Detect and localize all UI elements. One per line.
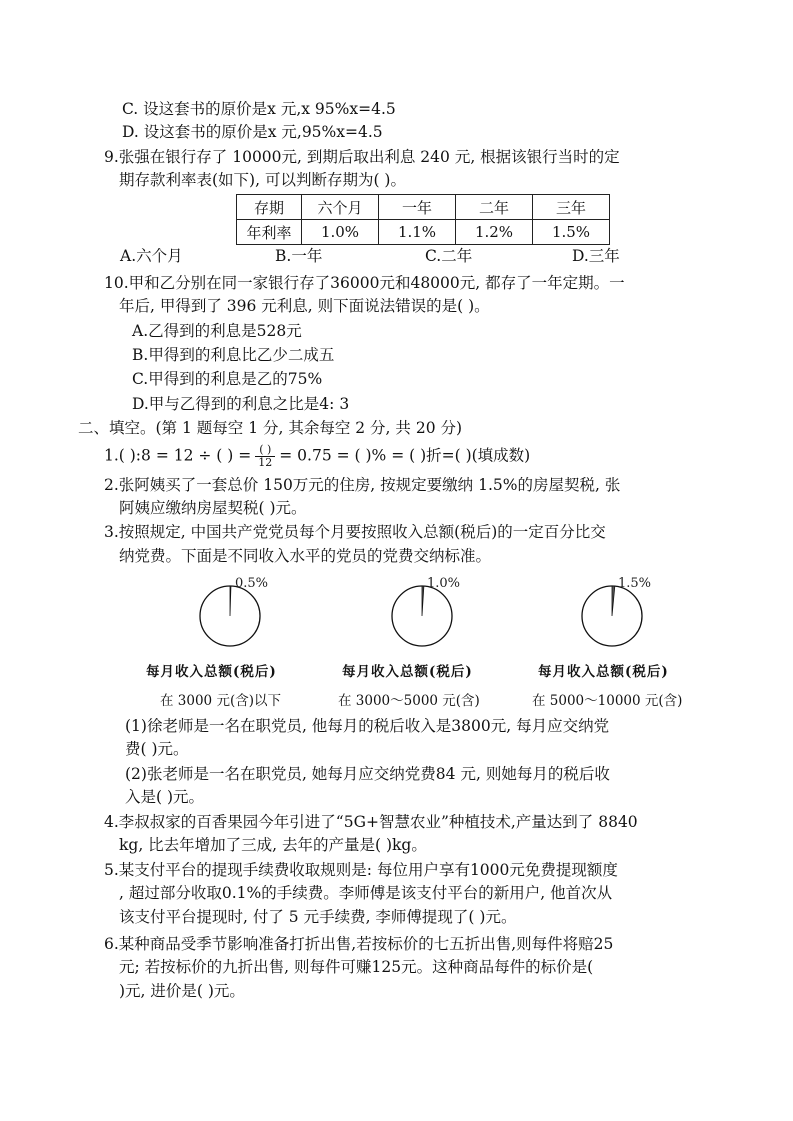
fill-6-line2: 元; 若按标价的九折出售, 则每件可赚125元。这种商品每件的标价是( [119, 958, 594, 976]
q8-option-c: C. 设这套书的原价是x 元,x 95%x=4.5 [122, 100, 396, 118]
pie-2-range: 在 3000～5000 元(含) [338, 693, 480, 709]
pie-1-caption: 每月收入总额(税后) [146, 664, 277, 680]
q10-option-b: B.甲得到的利息比乙少二成五 [132, 346, 335, 364]
fill-3-sub2-line2: 入是( )元。 [125, 788, 205, 806]
table-cell: 年利率 [237, 220, 302, 245]
pie-2-label: 1.0% [427, 576, 461, 591]
fill-5-line3: 该支付平台提现时, 付了 5 元手续费, 李师傅提现了( )元。 [119, 908, 517, 926]
pie-1-label: 0.5% [235, 576, 269, 591]
q9-option-c: C.二年 [425, 247, 473, 265]
fill-3-sub1-line1: (1)徐老师是一名在职党员, 他每月的税后收入是3800元, 每月应交纳党 [125, 717, 610, 735]
q8-option-d: D. 设这套书的原价是x 元,95%x=4.5 [122, 123, 383, 141]
fill-5-line2: , 超过部分收取0.1%的手续费。李师傅是该支付平台的新用户, 他首次从 [119, 884, 613, 902]
table-cell: 一年 [379, 195, 456, 220]
fill-3-sub2-line1: (2)张老师是一名在职党员, 她每月应交纳党费84 元, 则她每月的税后收 [125, 765, 610, 783]
pie-1-range: 在 3000 元(含)以下 [160, 693, 281, 709]
pie-3-range: 在 5000～10000 元(含) [532, 693, 683, 709]
fill-2-line2: 阿姨应缴纳房屋契税( )元。 [119, 499, 307, 517]
q9-option-a: A.六个月 [120, 247, 183, 265]
interest-rate-table [236, 194, 610, 245]
table-cell: 六个月 [302, 195, 379, 220]
table-row [237, 195, 610, 220]
table-cell: 1.2% [456, 220, 533, 245]
fill-5-line1: 5.某支付平台的提现手续费收取规则是: 每位用户享有1000元免费提现额度 [104, 861, 618, 879]
table-cell: 1.1% [379, 220, 456, 245]
fraction [255, 444, 275, 469]
q9-line2: 期存款利率表(如下), 可以判断存期为( )。 [119, 171, 406, 189]
table-row [237, 220, 610, 245]
q10-option-c: C.甲得到的利息是乙的75% [132, 370, 323, 388]
table-cell: 1.0% [302, 220, 379, 245]
table-cell: 存期 [237, 195, 302, 220]
fill-3-line1: 3.按照规定, 中国共产党党员每个月要按照收入总额(税后)的一定百分比交 [104, 523, 606, 541]
q10-line2: 年后, 甲得到了 396 元利息, 则下面说法错误的是( )。 [119, 297, 490, 315]
fraction-denominator: 12 [258, 456, 273, 469]
q10-option-d: D.甲与乙得到的利息之比是4: 3 [132, 395, 350, 413]
pie-chart-3 [580, 584, 644, 648]
q9-option-b: B.一年 [275, 247, 323, 265]
pie-3-caption: 每月收入总额(税后) [538, 664, 669, 680]
table-cell: 二年 [456, 195, 533, 220]
fill-6-line3: )元, 进价是( )元。 [119, 982, 245, 1000]
fill-4-line2: kg, 比去年增加了三成, 去年的产量是( )kg。 [119, 836, 427, 854]
q9-option-d: D.三年 [572, 247, 620, 265]
pie-2-caption: 每月收入总额(税后) [342, 664, 473, 680]
fill-3-sub1-line2: 费( )元。 [125, 740, 189, 758]
fraction-numerator: ( ) [255, 444, 275, 457]
fill-1-before: 1.( ):8 = 12 ÷ ( ) = [104, 446, 252, 465]
pie-3-label: 1.5% [618, 576, 652, 591]
table-cell: 1.5% [533, 220, 610, 245]
q10-option-a: A.乙得到的利息是528元 [132, 322, 302, 340]
pie-chart-1 [198, 584, 262, 648]
fill-3-line2: 纳党费。下面是不同收入水平的党员的党费交纳标准。 [119, 547, 492, 565]
fill-1-after: = 0.75 = ( )% = ( )折=( )(填成数) [279, 446, 531, 465]
fill-4-line1: 4.李叔叔家的百香果园今年引进了“5G+智慧农业”种植技术,产量达到了 8840 [104, 813, 638, 831]
fill-2-line1: 2.张阿姨买了一套总价 150万元的住房, 按规定要缴纳 1.5%的房屋契税, 张 [104, 476, 621, 494]
section-title: 二、填空。(第 1 题每空 1 分, 其余每空 2 分, 共 20 分) [78, 419, 463, 437]
fill-6-line1: 6.某种商品受季节影响准备打折出售,若按标价的七五折出售,则每件将赔25 [104, 935, 614, 953]
pie-chart-2 [390, 584, 454, 648]
fill-1 [104, 444, 530, 469]
q10-line1: 10.甲和乙分别在同一家银行存了36000元和48000元, 都存了一年定期。一 [104, 274, 625, 292]
table-cell: 三年 [533, 195, 610, 220]
q9-line1: 9.张强在银行存了 10000元, 到期后取出利息 240 元, 根据该银行当时的定 [104, 148, 620, 166]
